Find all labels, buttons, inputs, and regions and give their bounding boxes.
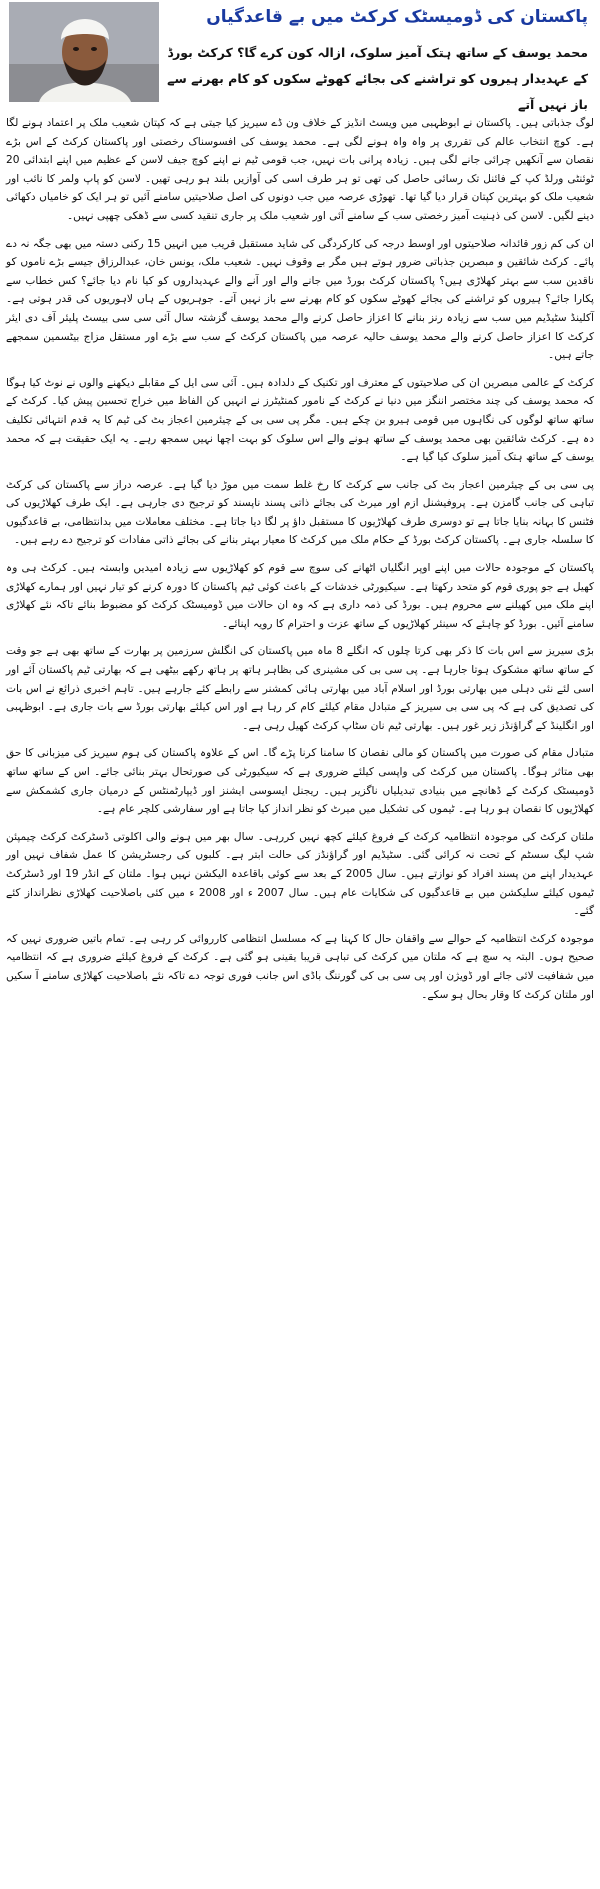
article-paragraph: متبادل مقام کی صورت میں پاکستان کو مالی نقصان کا سامنا کرنا پڑے گا۔ اس کے علاوہ پاکستان کی ہوم سیریز کی میزبانی کا حق بھی متاثر ہوگا۔ پاکستان میں کرکٹ کی واپسی کیلئے ضروری ہے کہ سیکیورٹی کی صورتحال بہتر بنائی جائے۔ اس کے ساتھ ساتھ ڈومیسٹک کرکٹ کے ڈھانچے میں بنیادی تبدیلیاں ناگزیر ہیں۔ ریجنل ایسوسی ایشنز اور ڈیپارٹمنٹس کے درمیان جاری کشمکش سے کھلاڑیوں کا نقصان ہو رہا ہے۔ ٹیموں کی تشکیل میں میرٹ کو نظر انداز کیا جاتا ہے اور سفارشی کلچر عام ہے۔ (6, 747, 594, 816)
article-paragraph: کرکٹ کے عالمی مبصرین ان کی صلاحیتوں کے معترف اور تکنیک کے دلدادہ ہیں۔ آئی سی ایل کے مقابلے دیکھنے والوں نے نوٹ کیا ہوگا کہ محمد یوسف کی چند مختصر اننگز میں دنیا نے کرکٹ کے نامور کمنٹیٹرز نے انہیں کن الفاظ میں خراج تحسین پیش کیا۔ کرکٹ کے ساتھ ساتھ لوگوں کی نگاہوں میں قومی ہیرو بن چکے ہیں۔ مگر پی سی بی کے چیئرمین اعجاز بٹ کی ٹیم کا یہ قدم انتہائی تکلیف دہ ہے۔ کرکٹ شائقین بھی محمد یوسف کے ساتھ ہونے والے اس سلوک کو بہت اچھا نہیں سمجھ رہے۔ یہ ایک حقیقت ہے کہ محمد یوسف کے ساتھ ہتک آمیز سلوک کیا گیا ہے۔ (6, 376, 594, 464)
article-headline: پاکستان کی ڈومیسٹک کرکٹ میں بے قاعدگیاں (206, 7, 588, 27)
article-paragraph: ملتان کرکٹ کی موجودہ انتظامیہ کرکٹ کے فروغ کیلئے کچھ نہیں کررہی۔ سال بھر میں ہونے والی اکلوتی ڈسٹرکٹ کرکٹ چیمپئن شپ لیگ سسٹم کے تحت نہ کرائی گئی۔ سٹیڈیم اور گراؤنڈز کی حالت ابتر ہے۔ کلبوں کی رجسٹریشن کا عمل شفاف نہیں اور عہدیدار اپنے من پسند افراد کو نوازتے ہیں۔ سال 2005 کے بعد سے کوئی باقاعدہ الیکشن نہیں ہوا۔ ملتان کے انڈر 19 اور ڈسٹرکٹ ٹیموں کیلئے سلیکشن میں بے قاعدگیوں کی شکایات عام ہیں۔ سال 2007 ء اور 2008 ء میں کئی باصلاحیت کھلاڑی نظرانداز کئے گئے۔ (6, 830, 595, 918)
article-paragraph: پی سی بی کے چیئرمین اعجاز بٹ کی جانب سے کرکٹ کا رخ غلط سمت میں موڑ دیا گیا ہے۔ عرصہ دراز سے پاکستان کی کرکٹ تباہی کی جانب گامزن ہے۔ پروفیشنل ازم اور میرٹ کی بجائے ذاتی پسند ناپسند کو ترجیح دی جارہی ہے۔ ایک طرف کھلاڑیوں کی فٹنس کا بہانہ بنایا جاتا ہے تو دوسری طرف کھلاڑیوں کا مستقبل داؤ پر لگا دیا جاتا ہے۔ مختلف معاملات میں بدانتظامی، بے قاعدگیوں کا سلسلہ جاری ہے۔ پاکستان کرکٹ بورڈ کے حکام ملک میں کرکٹ کا معیار بہتر بنانے کی بجائے ذاتی مفادات کو ترجیح دے رہے ہیں۔ (6, 478, 594, 547)
player-photo-illustration (9, 2, 159, 102)
article-paragraph: پاکستان کے موجودہ حالات میں اپنے اوپر انگلیاں اٹھانے کی سوچ سے قوم کو کھلاڑیوں سے زیادہ امیدیں وابستہ ہیں۔ کرکٹ ہی وہ کھیل ہے جو پوری قوم کو متحد رکھتا ہے۔ سیکیورٹی خدشات کے باعث کوئی ٹیم پاکستان کا دورہ کرنے کو تیار نہیں اور ہمارے کھلاڑی اپنے ملک میں کھیلنے سے محروم ہیں۔ بورڈ کی ذمہ داری ہے کہ وہ ان حالات میں ڈومیسٹک کرکٹ کو مضبوط بنائے تاکہ نئے کھلاڑی سامنے آئیں۔ بورڈ کو چاہئے کہ سینئر کھلاڑیوں کے ساتھ عزت و احترام کا رویہ اپنائے۔ (6, 562, 594, 630)
article-paragraph: لوگ جذباتی ہیں۔ پاکستان نے ابوظہبی میں ویسٹ انڈیز کے خلاف ون ڈے سیریز کیا جیتی ہے کہ کپتان شعیب ملک پر اعتماد ہونے لگا ہے۔ کوچ انتخاب عالم کی تقرری پر واہ واہ ہونے لگی ہے۔ محمد یوسف کی افسوسناک رخصتی اور پاکستان کرکٹ کے اس بڑے نقصان سے آنکھیں چرائی جانے لگی ہیں۔ زیادہ پرانی بات نہیں، جب قومی ٹیم نے اپنے کوچ جیف لاسن کے عظیم میں اپنے ابتدائی 20 ٹوئنٹی ورلڈ کپ کے فائنل تک رسائی حاصل کی تھی تو ہر طرف اسی کی آوازیں بلند ہو رہی تھیں۔ لاسن کو پاپ ولمر کا نائب اور شعیب ملک کو بہترین کپتان قرار دیا گیا تھا۔ تھوڑی عرصہ میں جب دونوں کی اصل صلاحیتیں سامنے آئیں تو ہر ایک کو خامیاں دکھائی دینے لگیں۔ لاسن کی ذہنیت آمیز رخصتی سب کے سامنے آئی اور شعیب ملک پر جاری تنقید کسی سے ڈھکی چھپی نہیں۔ (6, 117, 594, 222)
article-paragraph: موجودہ کرکٹ انتظامیہ کے حوالے سے واقفان حال کا کہنا ہے کہ مسلسل انتظامی کارروائی کر رہی ہے۔ تمام باتیں ضروری نہیں کہ صحیح ہوں۔ البتہ یہ سچ ہے کہ ملتان میں کرکٹ کی تباہی قریبا یقینی ہو گئی ہے۔ کرکٹ کے فروغ کیلئے ضروری ہے کہ انتظامیہ میں شفافیت لائی جائے اور ڈویژن اور پی سی بی کی گورننگ باڈی اس جانب فوری توجہ دے تاکہ نئے باصلاحیت کھلاڑی سامنے آ سکیں اور ملتان کرکٹ کا وقار بحال ہو سکے۔ (6, 932, 594, 1001)
article-paragraph: ان کی کم زور قائدانہ صلاحیتوں اور اوسط درجہ کی کارکردگی کی شاید مستقبل قریب میں انہیں 15 رکنی دستہ میں بھی جگہ نہ دے پائے۔ کرکٹ شائقین و مبصرین جذباتی ضرور ہوتے ہیں مگر بے وقوف نہیں۔ شعیب ملک، یونس خان، عبدالرزاق جیسے بڑے ناموں کو ناقدین سب سے بہتر کھلاڑی ہیں؟ پاکستان کرکٹ بورڈ میں جانے والے اور آنے والے عہدیداروں کو کیا نام دیا جائے؟ کس خطاب سے پکارا جائے؟ ہیروں کو تراشنے کی بجائے کھوٹے سکوں کو کام بھرنے سے باز نہیں آتے۔ جوہریوں کے ہاں لاہوریوں کی قدر ہوتی ہے۔ آکلینڈ سٹیڈیم میں سب سے زیادہ رنز بنانے کا اعزاز حاصل کرنے والے محمد یوسف گزشتہ سال آئی سی سی بیسٹ پلیئر آف دی ایئر کرکٹ کا اعزاز حاصل کرنے والے محمد یوسف حالیہ عرصہ میں پاکستان کرکٹ کے سب سے بڑے اور مستقل مزاج بیٹسمین سمجھے جاتے ہیں۔ (6, 237, 594, 362)
player-photo (9, 2, 159, 102)
article-intro: محمد یوسف کے ساتھ ہتک آمیز سلوک، ازالہ کون کرے گا؟ کرکٹ بورڈ کے عہدیدار ہیروں کو تراشنے کی بجائے کھوٹے سکوں کو کام بھرنے سے باز نہیں آتے (167, 45, 588, 112)
article-body (6, 114, 594, 1004)
article-paragraph: بڑی سیریز سے اس بات کا ذکر بھی کرتا چلوں کہ انگلے 8 ماہ میں پاکستان کی انگلش سرزمین پر بھارت کے ساتھ بھی ہے جو وقت کے ساتھ ساتھ مشکوک ہوتا جارہا ہے۔ پی سی بی کی مشینری کی بظاہر ہاتھ پر ہاتھ رکھے بیٹھی ہے کہ بھارتی ٹیم پاکستان آئے اور اسی لئے نئی دہلی میں بھارتی بورڈ اور اسلام آباد میں بھارتی ہائی کمشنر سے رابطے کئے جارہے ہیں۔ تاہم اخبری ذرائع نے اس بات کی تصدیق کی ہے کہ پی سی بی سیریز کے متبادل مقام کیلئے کام کر رہا ہے اور اس کیلئے بھارتی بورڈ سے بات جاری ہے۔ ابوظہبی اور انگلینڈ کے گراؤنڈز زیر غور ہیں۔ بھارتی ٹیم نان سٹاپ کرکٹ کھیل رہی ہے۔ (6, 645, 594, 732)
article-header (6, 0, 594, 112)
